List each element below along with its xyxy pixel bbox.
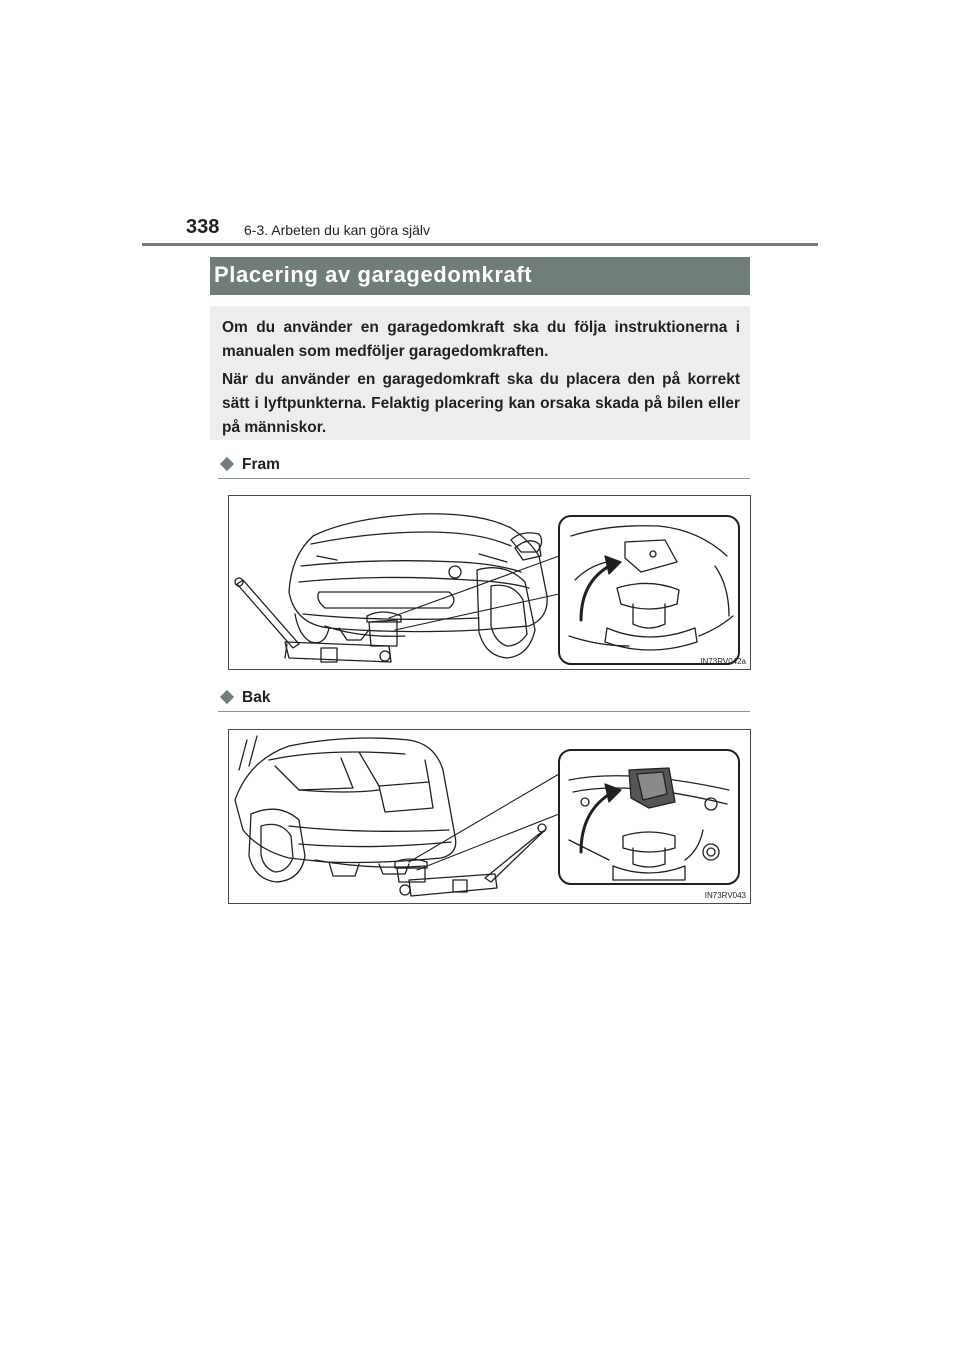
front-jack-figure (228, 495, 751, 670)
rear-heading: Bak (242, 689, 271, 706)
diamond-bullet-icon (220, 690, 234, 704)
rear-jack-figure (228, 729, 751, 904)
rear-floor-jack-illustration (395, 824, 546, 896)
rear-figure-code: IN73RV043 (704, 891, 746, 900)
header-divider (142, 243, 818, 246)
front-floor-jack-illustration (235, 578, 401, 662)
page-number: 338 (186, 216, 220, 238)
chapter-title: 6-3. Arbeten du kan göra själv (244, 222, 431, 238)
diamond-bullet-icon (220, 457, 234, 471)
intro-paragraph-1: Om du använder en garagedomkraft ska du följa instruktionerna i manualen som medföljer garagedomkraften. (222, 319, 740, 360)
front-figure-code: IN73RV042a (700, 657, 746, 666)
front-heading-divider (218, 478, 750, 479)
rear-heading-divider (218, 711, 750, 712)
intro-paragraph-2: När du använder en garagedomkraft ska du placera den på korrekt sätt i lyftpunkterna. Felaktig placering kan orsaka skada på bilen eller på människor. (222, 371, 740, 436)
rear-jack-point-detail (559, 750, 739, 884)
section-title: Placering av garagedomkraft (214, 262, 533, 287)
front-heading: Fram (242, 456, 280, 473)
front-car-illustration (289, 514, 547, 658)
front-jack-point-detail (559, 516, 739, 664)
